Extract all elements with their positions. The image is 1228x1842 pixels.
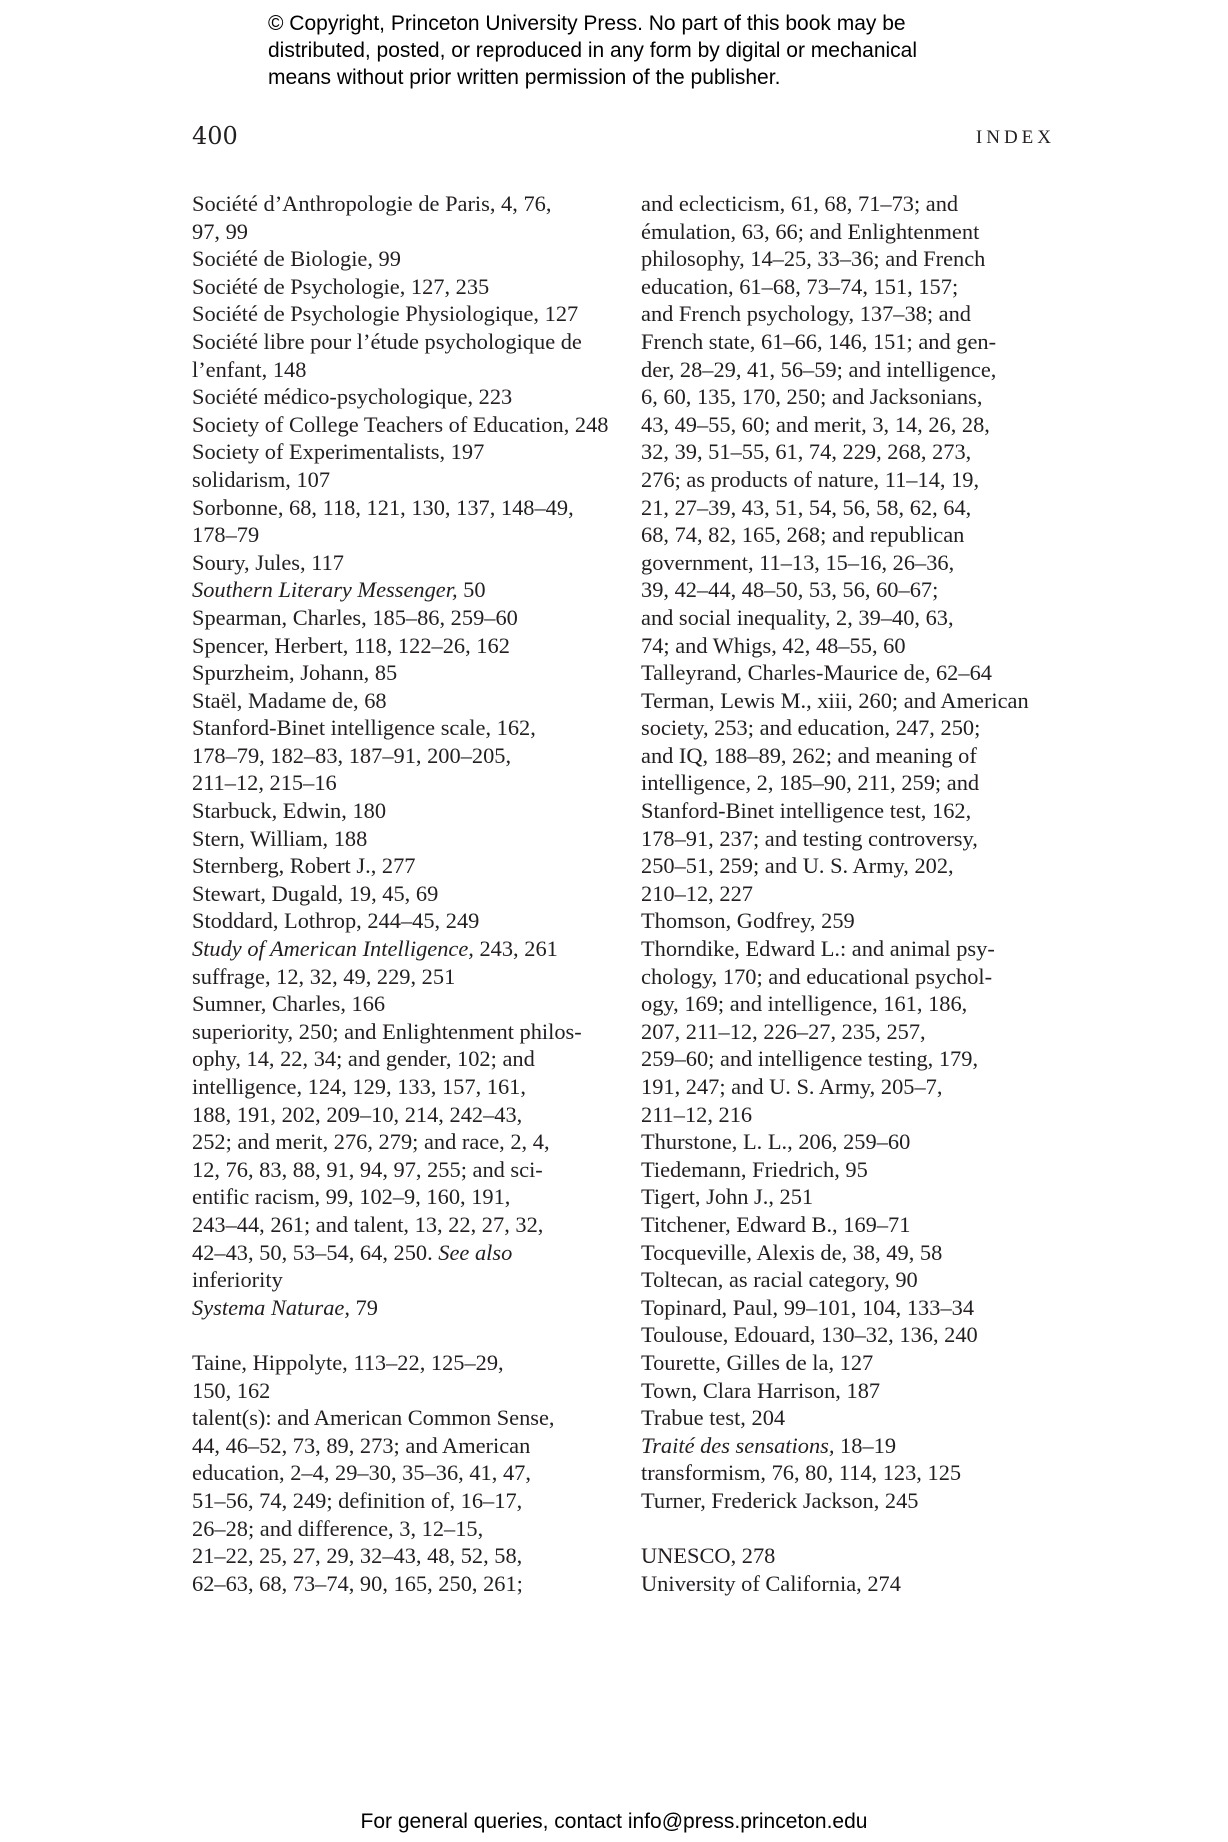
index-entry-line: education, 2–4, 29–30, 35–36, 41, 47, [192,1460,531,1486]
index-entry [192,963,622,991]
copyright-line: distributed, posted, or reproduced in any form by digital or mechanical [268,39,918,62]
index-entry [641,1128,1071,1156]
index-entry [192,907,622,935]
copyright-line: means without prior written permission of the publisher. [268,66,781,89]
index-entry [641,1349,1071,1377]
index-entry-line: 43, 49–55, 60; and merit, 3, 14, 26, 28, [641,411,990,437]
index-entry-line: inferiority [192,1267,283,1293]
index-entry-line: Spencer, Herbert, 118, 122–26, 162 [192,632,510,658]
index-entry [192,632,622,660]
index-entry-line: Thorndike, Edward L.: and animal psy- [641,936,995,962]
index-entry [192,687,622,715]
index-entry-line: Spearman, Charles, 185–86, 259–60 [192,604,518,630]
index-entry-line: Taine, Hippolyte, 113–22, 125–29, [192,1349,504,1375]
index-entry-line: Society of College Teachers of Education, 248 [192,411,609,437]
index-entry [192,659,622,687]
index-entry [641,1321,1071,1349]
index-entry-line: 21–22, 25, 27, 29, 32–43, 48, 52, 58, [192,1543,523,1569]
footer-contact: For general queries, contact info@press.princeton.edu [360,1810,868,1833]
index-entry [641,907,1071,935]
index-entry-line: chology, 170; and educational psychol- [641,963,993,989]
index-entry-line: Systema Naturae, 79 [192,1294,378,1320]
index-entry-line: Société libre pour l’étude psychologique de [192,328,582,354]
index-entry [641,659,1071,687]
index-entry [192,383,622,411]
page-number: 400 [192,122,238,150]
index-entry-line: 32, 39, 51–55, 61, 74, 229, 268, 273, [641,439,972,465]
index-entry-line: entific racism, 99, 102–9, 160, 191, [192,1184,511,1210]
index-entry-line: 191, 247; and U. S. Army, 205–7, [641,1074,943,1099]
index-entry-line: intelligence, 124, 129, 133, 157, 161, [192,1074,526,1099]
index-entry-line: and French psychology, 137–38; and [641,301,971,327]
index-entry [192,466,622,494]
index-entry [192,576,622,604]
index-entry-line: Toulouse, Edouard, 130–32, 136, 240 [641,1322,978,1348]
running-head: INDEX [975,127,1055,148]
index-entry-line: Société de Biologie, 99 [192,246,401,272]
index-entry-line: Tigert, John J., 251 [641,1184,814,1210]
index-entry-line: Société de Psychologie, 127, 235 [192,273,490,299]
index-entry [641,1570,1071,1598]
index-entry-line: Société d’Anthropologie de Paris, 4, 76, [192,191,552,216]
index-entry-line: and IQ, 188–89, 262; and meaning of [641,742,977,768]
index-entry-line: Study of American Intelligence, 243, 261 [192,936,558,962]
index-entry [192,935,622,963]
index-entry-line: and social inequality, 2, 39–40, 63, [641,604,954,630]
index-entry-line: suffrage, 12, 32, 49, 229, 251 [192,963,456,989]
index-entry [192,797,622,825]
index-entry-line: Stanford-Binet intelligence test, 162, [641,798,972,824]
index-entry-line: ophy, 14, 22, 34; and gender, 102; and [192,1046,535,1072]
index-entry-line: Talleyrand, Charles-Maurice de, 62–64 [641,660,992,686]
index-entry-line: 150, 162 [192,1377,271,1403]
index-column-left [192,190,622,1597]
index-entry [192,714,622,797]
index-entry-line: Toltecan, as racial category, 90 [641,1267,918,1293]
index-entry-line: Titchener, Edward B., 169–71 [641,1211,911,1237]
index-entry-line: 210–12, 227 [641,880,753,906]
index-entry-line: 44, 46–52, 73, 89, 273; and American [192,1432,531,1458]
index-entry-line: 259–60; and intelligence testing, 179, [641,1046,979,1072]
index-entry-line: Turner, Frederick Jackson, 245 [641,1487,919,1513]
index-entry [192,245,622,273]
index-entry [192,190,622,245]
index-entry-line: 252; and merit, 276, 279; and race, 2, 4, [192,1129,550,1155]
index-entry-line: 6, 60, 135, 170, 250; and Jacksonians, [641,384,983,410]
index-entry-line: l’enfant, 148 [192,356,307,382]
index-entry-line: Tocqueville, Alexis de, 38, 49, 58 [641,1239,943,1265]
index-entry-line: Society of Experimentalists, 197 [192,439,485,465]
index-entry-line: Town, Clara Harrison, 187 [641,1377,881,1403]
index-entry-line: French state, 61–66, 146, 151; and gen- [641,328,997,354]
index-entry [641,190,1071,659]
index-entry [641,1487,1071,1515]
index-entry-line: superiority, 250; and Enlightenment philos- [192,1018,582,1044]
index-entry-line: der, 28–29, 41, 56–59; and intelligence, [641,356,997,382]
index-entry [192,604,622,632]
index-entry-line: Société de Psychologie Physiologique, 127 [192,301,579,327]
index-entry [641,1377,1071,1405]
index-entry-line: Spurzheim, Johann, 85 [192,660,398,686]
index-entry-line: transformism, 76, 80, 114, 123, 125 [641,1460,962,1486]
index-entry [641,1404,1071,1432]
index-entry-line: 178–79, 182–83, 187–91, 200–205, [192,742,512,768]
index-entry [192,1018,622,1294]
index-entry-line: 42–43, 50, 53–54, 64, 250. See also [192,1239,513,1265]
index-entry [192,825,622,853]
index-entry [641,1183,1071,1211]
index-entry-line: Stanford-Binet intelligence scale, 162, [192,715,536,741]
index-entry-line: 243–44, 261; and talent, 13, 22, 27, 32, [192,1211,544,1237]
index-entry-line: government, 11–13, 15–16, 26–36, [641,549,955,575]
index-entry-line: philosophy, 14–25, 33–36; and French [641,246,986,272]
index-entry [641,687,1071,908]
index-entry [192,852,622,880]
index-entry-line: Traité des sensations, 18–19 [641,1432,897,1458]
index-entry-line: Stoddard, Lothrop, 244–45, 249 [192,908,480,934]
index-entry [641,1294,1071,1322]
index-entry-line: 178–91, 237; and testing controversy, [641,825,978,851]
index-entry-line: education, 61–68, 73–74, 151, 157; [641,273,959,299]
index-entry-line: 62–63, 68, 73–74, 90, 165, 250, 261; [192,1570,523,1596]
index-entry-line: Tourette, Gilles de la, 127 [641,1349,874,1375]
index-entry-line: intelligence, 2, 185–90, 211, 259; and [641,770,980,796]
index-entry [641,1156,1071,1184]
index-entry-line: 51–56, 74, 249; definition of, 16–17, [192,1487,523,1513]
index-entry-line: Soury, Jules, 117 [192,549,344,575]
index-entry-line: Tiedemann, Friedrich, 95 [641,1156,868,1182]
index-entry-line: Southern Literary Messenger, 50 [192,577,486,603]
index-entry-line: 74; and Whigs, 42, 48–55, 60 [641,632,906,658]
index-entry [192,880,622,908]
copyright-notice [268,10,1028,91]
index-entry [192,549,622,577]
index-entry-line: 211–12, 215–16 [192,770,337,796]
index-entry [641,1266,1071,1294]
index-entry-line: 39, 42–44, 48–50, 53, 56, 60–67; [641,577,939,603]
index-entry-line: 26–28; and difference, 3, 12–15, [192,1515,484,1541]
index-column-right [641,190,1071,1597]
index-entry [192,411,622,439]
index-entry-line: émulation, 63, 66; and Enlightenment [641,218,980,244]
section-gap [192,1321,622,1349]
index-entry-line: Terman, Lewis M., xiii, 260; and American [641,687,1029,713]
index-entry-line: Starbuck, Edwin, 180 [192,798,387,824]
index-entry [192,990,622,1018]
index-entry-line: Stern, William, 188 [192,825,368,851]
index-entry [641,1211,1071,1239]
index-entry-line: 276; as products of nature, 11–14, 19, [641,466,980,492]
index-entry [192,1294,622,1322]
index-entry-line: 68, 74, 82, 165, 268; and republican [641,522,965,548]
index-entry-line: Topinard, Paul, 99–101, 104, 133–34 [641,1294,975,1320]
index-entry-line: 12, 76, 83, 88, 91, 94, 97, 255; and sci- [192,1156,543,1182]
index-entry-line: 188, 191, 202, 209–10, 214, 242–43, [192,1101,523,1127]
index-entry-line: 207, 211–12, 226–27, 235, 257, [641,1018,926,1044]
index-entry [641,935,1071,1128]
index-entry [192,1404,622,1597]
index-entry-line: Sternberg, Robert J., 277 [192,853,416,879]
index-entry-line: 178–79 [192,522,260,548]
index-entry [641,1432,1071,1460]
index-entry-line: Stewart, Dugald, 19, 45, 69 [192,880,439,906]
index-entry-line: Thomson, Godfrey, 259 [641,908,855,934]
index-entry-line: society, 253; and education, 247, 250; [641,715,981,741]
index-entry [192,273,622,301]
index-entry-line: 250–51, 259; and U. S. Army, 202, [641,853,954,879]
index-entry-line: Société médico-psychologique, 223 [192,384,513,410]
index-entry [192,328,622,383]
index-entry [641,1542,1071,1570]
index-entry-line: Sorbonne, 68, 118, 121, 130, 137, 148–49, [192,494,574,520]
index-entry-line: 211–12, 216 [641,1101,753,1127]
index-entry-line: solidarism, 107 [192,466,331,492]
index-entry-line: 97, 99 [192,218,248,244]
index-entry-line: ogy, 169; and intelligence, 161, 186, [641,991,968,1017]
copyright-line: © Copyright, Princeton University Press. No part of this book may be [268,12,906,35]
index-entry [192,1349,622,1404]
index-entry [192,300,622,328]
index-entry [192,438,622,466]
index-entry-line: Thurstone, L. L., 206, 259–60 [641,1129,911,1155]
index-entry-line: UNESCO, 278 [641,1543,776,1569]
index-entry [641,1459,1071,1487]
index-entry-line: Sumner, Charles, 166 [192,991,386,1017]
section-gap [641,1515,1071,1543]
index-entry [192,494,622,549]
index-entry-line: Staël, Madame de, 68 [192,687,387,713]
index-entry-line: talent(s): and American Common Sense, [192,1405,555,1431]
index-entry-line: and eclecticism, 61, 68, 71–73; and [641,191,959,216]
index-entry-line: University of California, 274 [641,1570,901,1596]
index-entry-line: Trabue test, 204 [641,1405,786,1431]
index-entry [641,1239,1071,1267]
index-entry-line: 21, 27–39, 43, 51, 54, 56, 58, 62, 64, [641,494,972,520]
